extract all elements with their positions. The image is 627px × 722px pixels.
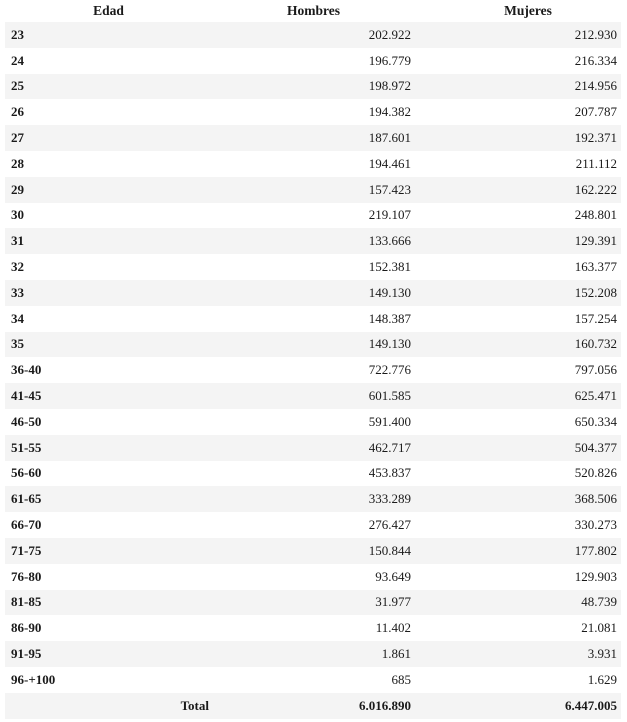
hombres-cell: 93.649 — [375, 568, 411, 584]
age-cell: 91-95 — [11, 646, 42, 662]
age-cell: 66-70 — [11, 517, 42, 533]
age-cell: 28 — [11, 155, 24, 171]
hombres-cell: 194.461 — [368, 155, 411, 171]
table-row — [5, 74, 621, 100]
age-cell: 31 — [11, 233, 24, 249]
table-row — [5, 332, 621, 358]
age-cell: 24 — [11, 52, 24, 68]
table-row — [5, 641, 621, 667]
mujeres-cell: 330.273 — [574, 517, 617, 533]
mujeres-cell: 48.739 — [581, 594, 617, 610]
age-cell: 29 — [11, 181, 24, 197]
age-cell: 36-40 — [11, 362, 42, 378]
mujeres-cell: 216.334 — [574, 52, 617, 68]
total-hombres: 6.016.890 — [359, 697, 411, 713]
table-row — [5, 151, 621, 177]
age-cell: 34 — [11, 310, 24, 326]
table-row — [5, 280, 621, 306]
header-mujeres: Mujeres — [504, 3, 552, 18]
table-row — [5, 99, 621, 125]
total-row — [5, 693, 621, 719]
hombres-cell: 31.977 — [375, 594, 411, 610]
age-cell: 27 — [11, 130, 24, 146]
hombres-cell: 198.972 — [368, 78, 411, 94]
age-cell: 35 — [11, 336, 24, 352]
age-cell: 71-75 — [11, 542, 42, 558]
hombres-cell: 11.402 — [375, 620, 411, 636]
mujeres-cell: 129.903 — [574, 568, 617, 584]
table-row — [5, 486, 621, 512]
mujeres-cell: 214.956 — [574, 78, 617, 94]
mujeres-cell: 157.254 — [574, 310, 617, 326]
mujeres-cell: 177.802 — [574, 542, 617, 558]
hombres-cell: 202.922 — [368, 26, 411, 42]
table-row — [5, 590, 621, 616]
age-cell: 56-60 — [11, 465, 42, 481]
mujeres-cell: 160.732 — [574, 336, 617, 352]
table-row — [5, 564, 621, 590]
table-row — [5, 306, 621, 332]
table-row — [5, 125, 621, 151]
population-table — [5, 0, 621, 719]
mujeres-cell: 21.081 — [581, 620, 617, 636]
hombres-cell: 591.400 — [368, 413, 411, 429]
hombres-cell: 194.382 — [368, 104, 411, 120]
hombres-cell: 1.861 — [381, 646, 411, 662]
hombres-cell: 462.717 — [368, 439, 411, 455]
total-label: Total — [180, 697, 209, 713]
hombres-cell: 685 — [391, 671, 411, 687]
hombres-cell: 187.601 — [368, 130, 411, 146]
hombres-cell: 276.427 — [368, 517, 411, 533]
age-cell: 76-80 — [11, 568, 42, 584]
age-cell: 30 — [11, 207, 24, 223]
mujeres-cell: 625.471 — [574, 388, 617, 404]
table-row — [5, 383, 621, 409]
table-row — [5, 461, 621, 487]
mujeres-cell: 152.208 — [574, 284, 617, 300]
hombres-cell: 149.130 — [368, 284, 411, 300]
hombres-cell: 149.130 — [368, 336, 411, 352]
mujeres-cell: 212.930 — [574, 26, 617, 42]
age-cell: 81-85 — [11, 594, 42, 610]
table-row — [5, 409, 621, 435]
hombres-cell: 219.107 — [368, 207, 411, 223]
hombres-cell: 601.585 — [368, 388, 411, 404]
age-cell: 86-90 — [11, 620, 42, 636]
age-cell: 32 — [11, 259, 24, 275]
table-row — [5, 615, 621, 641]
age-cell: 41-45 — [11, 388, 42, 404]
mujeres-cell: 3.931 — [587, 646, 617, 662]
mujeres-cell: 162.222 — [574, 181, 617, 197]
mujeres-cell: 192.371 — [574, 130, 617, 146]
hombres-cell: 722.776 — [368, 362, 411, 378]
mujeres-cell: 129.391 — [574, 233, 617, 249]
mujeres-cell: 520.826 — [574, 465, 617, 481]
hombres-cell: 453.837 — [368, 465, 411, 481]
mujeres-cell: 650.334 — [574, 413, 617, 429]
header-edad: Edad — [93, 3, 124, 18]
table-row — [5, 177, 621, 203]
table-body — [5, 22, 621, 719]
age-cell: 51-55 — [11, 439, 42, 455]
table-row — [5, 228, 621, 254]
hombres-cell: 157.423 — [368, 181, 411, 197]
table-row — [5, 48, 621, 74]
mujeres-cell: 211.112 — [575, 155, 617, 171]
age-cell: 26 — [11, 104, 24, 120]
hombres-cell: 133.666 — [368, 233, 411, 249]
table-row — [5, 512, 621, 538]
age-cell: 46-50 — [11, 413, 42, 429]
mujeres-cell: 1.629 — [587, 671, 617, 687]
table-row — [5, 667, 621, 693]
hombres-cell: 152.381 — [368, 259, 411, 275]
mujeres-cell: 368.506 — [574, 491, 617, 507]
mujeres-cell: 797.056 — [574, 362, 617, 378]
mujeres-cell: 207.787 — [574, 104, 617, 120]
age-cell: 25 — [11, 78, 24, 94]
mujeres-cell: 163.377 — [574, 259, 617, 275]
hombres-cell: 333.289 — [368, 491, 411, 507]
table-row — [5, 22, 621, 48]
table-row — [5, 538, 621, 564]
total-mujeres: 6.447.005 — [565, 697, 617, 713]
age-cell: 33 — [11, 284, 24, 300]
hombres-cell: 196.779 — [368, 52, 411, 68]
table-row — [5, 357, 621, 383]
header-hombres: Hombres — [287, 3, 340, 18]
table-row — [5, 254, 621, 280]
table-row — [5, 435, 621, 461]
age-cell: 23 — [11, 26, 24, 42]
age-cell: 96-+100 — [11, 671, 56, 687]
mujeres-cell: 504.377 — [574, 439, 617, 455]
header-row — [5, 0, 621, 22]
mujeres-cell: 248.801 — [574, 207, 617, 223]
hombres-cell: 148.387 — [368, 310, 411, 326]
table-row — [5, 203, 621, 229]
age-cell: 61-65 — [11, 491, 42, 507]
hombres-cell: 150.844 — [368, 542, 411, 558]
